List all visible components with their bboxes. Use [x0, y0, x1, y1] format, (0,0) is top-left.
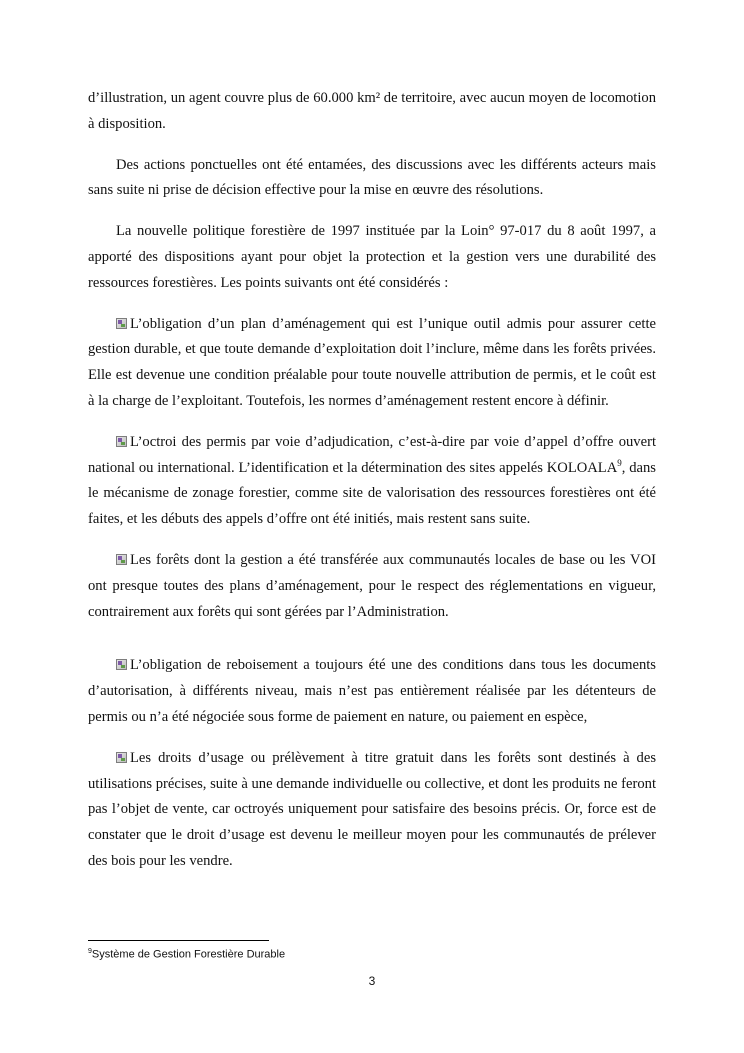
bullet-item-3-text: Les forêts dont la gestion a été transférée aux communautés locales de base ou les VOI ont presque toutes des plans d’aménagement, pour le respect des réglementations en vigueur, contrairement aux forêts qui sont gérées par l’Administration.: [88, 551, 656, 620]
bullet-picture-icon: [116, 554, 127, 565]
bullet-item-2-text-end: , dans le mécanisme de zonage forestier, comme site de valorisation des ressources forestières ont été faites, et les débuts des appels d’offre ont été initiés, mais restent sans suite.: [88, 459, 656, 528]
bullet-item-3: [88, 548, 656, 625]
bullet-picture-icon: [116, 659, 127, 670]
bullet-item-5-text: Les droits d’usage ou prélèvement à titre gratuit dans les forêts sont destinés à des utilisations précises, suite à une demande individuelle ou collective, et dont les produits ne feront pas l’objet de vente, car octroyés uniquement pour satisfaire des besoins précis. Or, force est de constater que le droit d’usage est devenu le meilleur moyen pour les communautés de prélever des bois pour les vendre.: [88, 749, 656, 869]
bullet-item-1-text: L’obligation d’un plan d’aménagement qui est l’unique outil admis pour assurer cette gestion durable, et que toute demande d’exploitation doit l’inclure, même dans les forêts privées. Elle est devenue une condition préalable pour toute nouvelle attribution de permis, et le coût est à la charge de l’exploitant. Toutefois, les normes d’aménagement restent encore à définir.: [88, 315, 656, 409]
footnote-text: Système de Gestion Forestière Durable: [91, 948, 286, 961]
bullet-item-2: [88, 430, 656, 533]
footnote-number: 9: [88, 948, 92, 955]
bullet-item-4-text: L’obligation de reboisement a toujours été une des conditions dans tous les documents d’autorisation, à différents niveau, mais n’est pas entièrement réalisée par les détenteurs de permis ou n’a été négociée sous forme de paiement en nature, ou paiement en espèce,: [88, 657, 656, 725]
footnote-separator: [88, 940, 269, 941]
footnote-reference: 9: [617, 457, 622, 468]
paragraph-1: d’illustration, un agent couvre plus de 60.000 km² de territoire, avec aucun moyen de locomotion à disposition.: [88, 90, 656, 132]
bullet-item-5: [88, 746, 656, 875]
bullet-item-4: [88, 653, 656, 730]
bullet-picture-icon: [116, 318, 127, 329]
page-body: [88, 86, 656, 875]
bullet-picture-icon: [116, 752, 127, 763]
page-number: 3: [368, 974, 376, 988]
paragraph-3: La nouvelle politique forestière de 1997 instituée par la Loin° 97-017 du 8 août 1997, a apporté des dispositions ayant pour objet la protection et la gestion vers une durabilité des ressources forestières. Les points suivants ont été considérés :: [88, 223, 656, 291]
bullet-item-2-text-start: L’octroi des permis par voie d’adjudication, c’est-à-dire par voie d’appel d’offre ouvert national ou international. L’identification et la détermination des sites appelés KOLOALA: [88, 433, 656, 476]
bullet-picture-icon: [116, 436, 127, 447]
bullet-item-1: [88, 312, 656, 415]
footnote: [88, 948, 285, 961]
paragraph-2: Des actions ponctuelles ont été entamées, des discussions avec les différents acteurs mais sans suite ni prise de décision effective pour la mise en œuvre des résolutions.: [88, 156, 656, 199]
